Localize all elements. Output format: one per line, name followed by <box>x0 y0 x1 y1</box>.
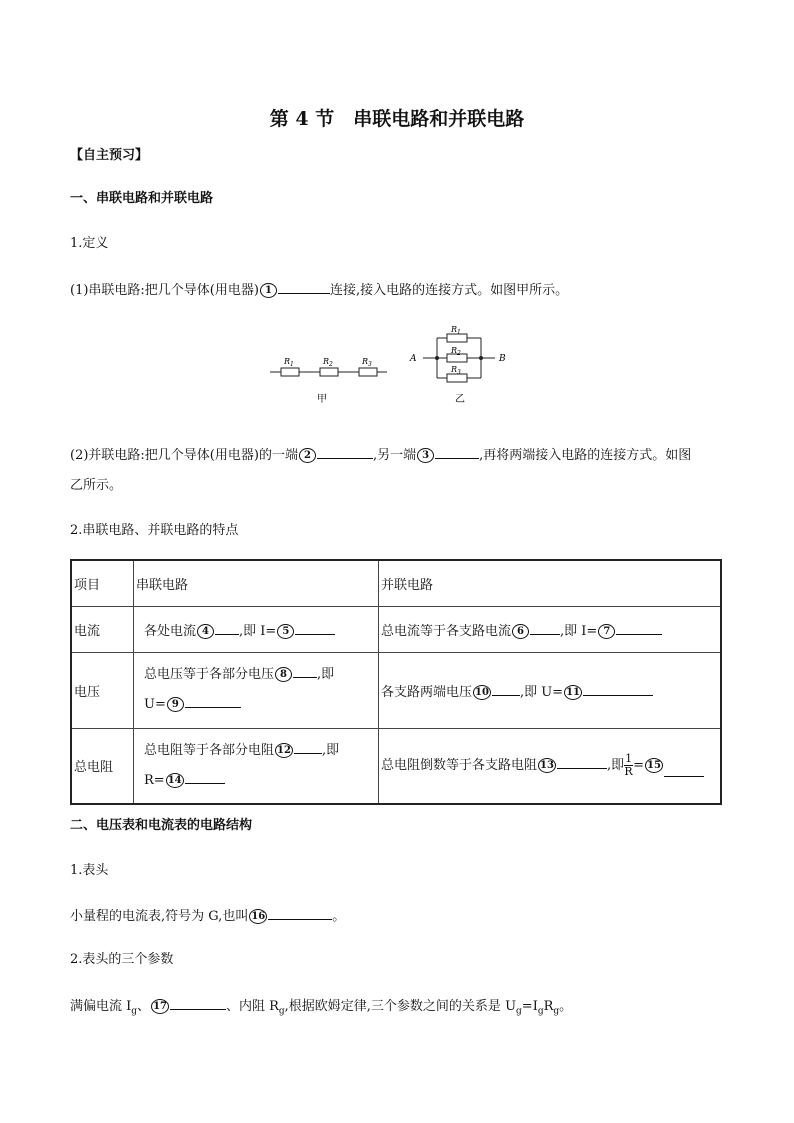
param-heading: 2.表头的三个参数 <box>70 952 174 967</box>
node-b-label: B <box>499 354 506 364</box>
answer-blank-5[interactable] <box>295 621 335 635</box>
series-r1-label: $R_1$ <box>284 357 294 368</box>
parallel-resistance-cell: 总电阻倒数等于各支路电阻 13 ,即 $\frac{1}{R}$ = 15 <box>379 728 722 804</box>
meter-heading: 1.表头 <box>70 863 109 878</box>
blank-number-16: 16 <box>251 911 266 922</box>
section-preview: 【自主预习】 <box>70 148 149 163</box>
node-a-dot <box>435 356 439 360</box>
page-title: 第 4 节 串联电路和并联电路 <box>269 108 525 130</box>
reciprocal-fraction: $\frac{1}{R}$ <box>624 752 633 779</box>
answer-blank-12[interactable] <box>294 740 322 754</box>
part1-heading: 一、串联电路和并联电路 <box>70 191 214 206</box>
caption-jia: 甲 <box>317 394 327 405</box>
answer-blank-10[interactable] <box>492 682 520 696</box>
part2-heading: 二、电压表和电流表的电路结构 <box>70 818 253 833</box>
series-resistance-cell: 总电阻等于各部分电阻 12 ,即 R= 14 <box>134 728 379 804</box>
answer-blank-9[interactable] <box>185 694 241 708</box>
series-r3-label: $R_3$ <box>362 357 372 368</box>
row-label-resistance: 总电阻 <box>71 728 134 804</box>
header-parallel: 并联电路 <box>379 560 722 606</box>
parallel-r3-label: $R_3$ <box>451 365 461 376</box>
meter-text: 小量程的电流表,符号为 G,也叫 16 。 <box>70 906 345 926</box>
table-row-resistance <box>71 728 721 804</box>
parallel-definition: (2)并联电路:把几个导体(用电器)的一端 2 ,另一端 3 ,再将两端接入电路的连接方式。如图 <box>70 445 691 465</box>
row-label-current: 电流 <box>71 606 134 652</box>
header-item: 项目 <box>71 560 134 606</box>
characteristics-heading: 2.串联电路、并联电路的特点 <box>70 523 239 538</box>
table-row-voltage <box>71 652 721 728</box>
parallel-r1-label: $R_1$ <box>451 325 461 336</box>
node-b-dot <box>479 356 483 360</box>
parallel-r2-label: $R_2$ <box>451 346 461 357</box>
definition-heading: 1.定义 <box>70 236 109 251</box>
header-series: 串联电路 <box>134 560 379 606</box>
parallel-current-cell: 总电流等于各支路电流 6 ,即 I= 7 <box>379 606 722 652</box>
row-label-voltage: 电压 <box>71 652 134 728</box>
series-circuit <box>270 368 387 376</box>
answer-blank-2[interactable] <box>317 445 373 459</box>
table-header-row <box>71 560 721 606</box>
answer-blank-14[interactable] <box>185 770 225 784</box>
answer-blank-3[interactable] <box>435 445 479 459</box>
answer-blank-6[interactable] <box>530 621 560 635</box>
blank-number-17: 17 <box>153 1001 167 1012</box>
answer-blank-16[interactable] <box>268 906 332 920</box>
series-current-cell: 各处电流 4 ,即 I= 5 <box>134 606 379 652</box>
series-voltage-cell: 总电压等于各部分电压 8 ,即 U= 9 <box>134 652 379 728</box>
parallel-definition-line2: 乙所示。 <box>70 478 123 493</box>
answer-blank-15[interactable] <box>664 763 704 777</box>
param-text: 满偏电流 $I_g$、 17 、内阻 $R_g$,根据欧姆定律,三个参数之间的关系是 $U_g=I_gR_g$。 <box>70 996 572 1021</box>
answer-blank-13[interactable] <box>557 755 607 769</box>
blank-number-3: 3 <box>417 448 434 463</box>
answer-blank-11[interactable] <box>583 682 653 696</box>
caption-yi: 乙 <box>455 394 465 405</box>
circuit-figure <box>265 318 525 410</box>
blank-number-1: 1 <box>260 283 277 298</box>
answer-blank-4[interactable] <box>215 621 239 635</box>
parallel-voltage-cell: 各支路两端电压 10 ,即 U= 11 <box>379 652 722 728</box>
answer-blank-8[interactable] <box>293 664 317 678</box>
answer-blank-17[interactable] <box>170 996 226 1010</box>
answer-blank-7[interactable] <box>616 621 662 635</box>
table-row-current <box>71 606 721 652</box>
series-r2-label: $R_2$ <box>323 357 333 368</box>
series-definition: (1)串联电路:把几个导体(用电器) 1 连接,接入电路的连接方式。如图甲所示。 <box>70 280 568 300</box>
answer-blank-1[interactable] <box>278 280 330 294</box>
characteristics-table <box>70 559 722 805</box>
blank-number-2: 2 <box>299 448 316 463</box>
node-a-label: A <box>410 354 417 364</box>
